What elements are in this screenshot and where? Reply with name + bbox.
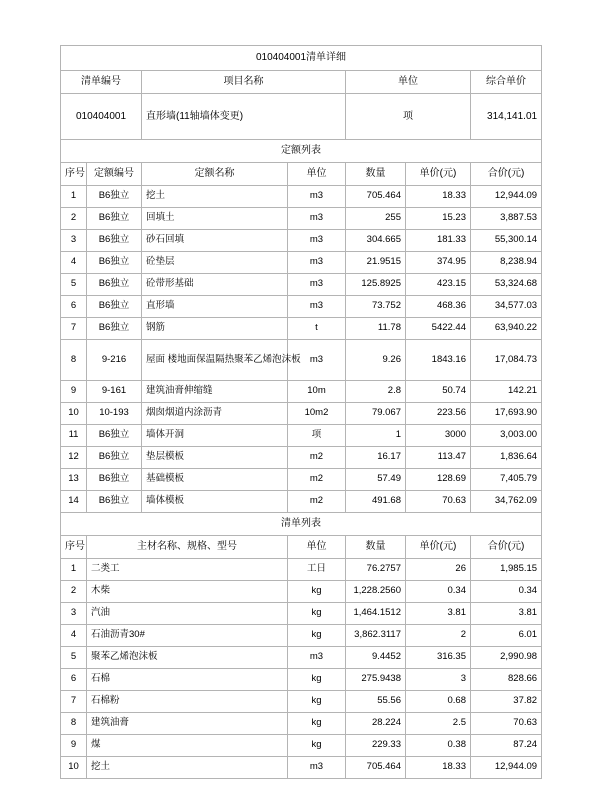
row-seq: 1 [61,559,87,581]
row-price: 374.95 [406,252,471,274]
row-total: 34,577.03 [471,296,542,318]
row-name: 砼带形基础 [142,274,288,296]
row-total: 12,944.09 [471,186,542,208]
row-seq: 10 [61,403,87,425]
row-total: 17,693.90 [471,403,542,425]
table-row [61,447,542,469]
row-total: 55,300.14 [471,230,542,252]
row-seq: 5 [61,274,87,296]
row-price: 113.47 [406,447,471,469]
row-price: 15.23 [406,208,471,230]
row-qty: 9.26 [346,340,406,381]
quota-header-seq: 序号 [61,163,87,186]
row-name: 屋面 楼地面保温隔热聚苯乙烯泡沫板 [142,340,288,381]
row-unit: kg [288,603,346,625]
row-total: 6.01 [471,625,542,647]
row-name: 砂石回填 [142,230,288,252]
row-code: B6独立 [87,491,142,513]
row-price: 2.5 [406,713,471,735]
row-unit: kg [288,625,346,647]
row-total: 53,324.68 [471,274,542,296]
table-row [61,669,542,691]
row-unit: m2 [288,469,346,491]
row-total: 37.82 [471,691,542,713]
row-unit: m3 [288,757,346,779]
row-unit: kg [288,735,346,757]
row-unit: kg [288,691,346,713]
summary-name: 直形墙(11轴墙体变更) [142,94,346,140]
row-price: 3 [406,669,471,691]
material-header-unit: 单位 [288,536,346,559]
row-unit: m3 [288,208,346,230]
row-seq: 2 [61,208,87,230]
summary-header-unit: 单位 [346,71,471,94]
row-total: 17,084.73 [471,340,542,381]
row-name: 煤 [87,735,288,757]
table-row [61,603,542,625]
row-price: 1843.16 [406,340,471,381]
row-qty: 28.224 [346,713,406,735]
row-name: 聚苯乙烯泡沫板 [87,647,288,669]
summary-header-row [61,71,542,94]
row-price: 0.38 [406,735,471,757]
material-header-row [61,536,542,559]
row-seq: 8 [61,340,87,381]
row-qty: 125.8925 [346,274,406,296]
row-price: 223.56 [406,403,471,425]
row-qty: 57.49 [346,469,406,491]
row-code: B6独立 [87,447,142,469]
row-seq: 3 [61,230,87,252]
row-unit: m2 [288,447,346,469]
summary-unit: 项 [346,94,471,140]
row-seq: 7 [61,691,87,713]
summary-code: 010404001 [61,94,142,140]
quota-section-title: 定额列表 [61,140,542,163]
row-unit: 项 [288,425,346,447]
row-name: 砼垫层 [142,252,288,274]
row-seq: 13 [61,469,87,491]
row-code: B6独立 [87,469,142,491]
table-row [61,581,542,603]
row-price: 423.15 [406,274,471,296]
row-code: B6独立 [87,230,142,252]
row-qty: 1,464.1512 [346,603,406,625]
quota-header-total: 合价(元) [471,163,542,186]
row-unit: 10m [288,381,346,403]
row-unit: kg [288,713,346,735]
material-header-total: 合价(元) [471,536,542,559]
row-qty: 11.78 [346,318,406,340]
row-name: 石棉 [87,669,288,691]
row-seq: 1 [61,186,87,208]
row-seq: 10 [61,757,87,779]
table-row [61,691,542,713]
quota-header-price: 单价(元) [406,163,471,186]
summary-header-name: 项目名称 [142,71,346,94]
material-header-name: 主材名称、规格、型号 [87,536,288,559]
table-row [61,340,542,381]
row-total: 1,836.64 [471,447,542,469]
row-unit: m3 [288,252,346,274]
row-qty: 79.067 [346,403,406,425]
row-code: 9-161 [87,381,142,403]
row-qty: 255 [346,208,406,230]
table-row [61,625,542,647]
row-seq: 5 [61,647,87,669]
row-qty: 705.464 [346,186,406,208]
row-unit: m3 [288,230,346,252]
document-title: 010404001清单详细 [61,46,542,71]
table-row [61,274,542,296]
row-total: 1,985.15 [471,559,542,581]
table-row [61,318,542,340]
row-total: 0.34 [471,581,542,603]
row-price: 181.33 [406,230,471,252]
row-price: 316.35 [406,647,471,669]
row-qty: 9.4452 [346,647,406,669]
row-code: B6独立 [87,186,142,208]
material-section-title: 清单列表 [61,513,542,536]
quota-header-name: 定额名称 [142,163,288,186]
row-qty: 2.8 [346,381,406,403]
row-qty: 304.665 [346,230,406,252]
row-unit: 10m2 [288,403,346,425]
row-qty: 491.68 [346,491,406,513]
table-body [61,46,542,779]
row-name: 墙体开洞 [142,425,288,447]
material-header-price: 单价(元) [406,536,471,559]
row-price: 18.33 [406,186,471,208]
row-price: 0.34 [406,581,471,603]
row-total: 70.63 [471,713,542,735]
material-header-seq: 序号 [61,536,87,559]
row-qty: 55.56 [346,691,406,713]
row-price: 128.69 [406,469,471,491]
row-unit: 工日 [288,559,346,581]
row-qty: 705.464 [346,757,406,779]
quota-header-qty: 数量 [346,163,406,186]
row-qty: 73.752 [346,296,406,318]
table-row [61,425,542,447]
quote-detail-table [60,45,542,779]
row-code: B6独立 [87,318,142,340]
row-total: 828.66 [471,669,542,691]
row-qty: 21.9515 [346,252,406,274]
row-total: 34,762.09 [471,491,542,513]
row-code: 10-193 [87,403,142,425]
row-unit: m3 [288,340,346,381]
row-name: 木柴 [87,581,288,603]
material-header-qty: 数量 [346,536,406,559]
row-name: 汽油 [87,603,288,625]
row-code: B6独立 [87,252,142,274]
row-name: 墙体模板 [142,491,288,513]
row-seq: 6 [61,296,87,318]
row-name: 垫层模板 [142,447,288,469]
summary-header-unit-price: 综合单价 [471,71,542,94]
table-row [61,559,542,581]
row-seq: 4 [61,625,87,647]
row-name: 建筑油膏 [87,713,288,735]
row-qty: 3,862.3117 [346,625,406,647]
row-name: 钢筋 [142,318,288,340]
summary-row [61,94,542,140]
table-row [61,647,542,669]
row-seq: 9 [61,381,87,403]
row-name: 挖土 [87,757,288,779]
row-name: 挖土 [142,186,288,208]
row-name: 建筑油膏伸缩缝 [142,381,288,403]
row-total: 87.24 [471,735,542,757]
row-price: 0.68 [406,691,471,713]
row-total: 8,238.94 [471,252,542,274]
table-row [61,296,542,318]
table-row [61,208,542,230]
row-name: 烟囱烟道内涂沥青 [142,403,288,425]
row-unit: m3 [288,296,346,318]
row-name: 二类工 [87,559,288,581]
row-seq: 7 [61,318,87,340]
row-unit: t [288,318,346,340]
row-total: 3,887.53 [471,208,542,230]
table-row [61,735,542,757]
row-name: 回填土 [142,208,288,230]
row-total: 3,003.00 [471,425,542,447]
row-price: 3.81 [406,603,471,625]
quota-header-row [61,163,542,186]
row-price: 5422.44 [406,318,471,340]
quota-header-unit: 单位 [288,163,346,186]
row-seq: 11 [61,425,87,447]
row-total: 3.81 [471,603,542,625]
document-title-row [61,46,542,71]
row-code: 9-216 [87,340,142,381]
row-qty: 1 [346,425,406,447]
table-row [61,252,542,274]
row-seq: 4 [61,252,87,274]
row-total: 63,940.22 [471,318,542,340]
row-price: 468.36 [406,296,471,318]
row-seq: 12 [61,447,87,469]
row-qty: 16.17 [346,447,406,469]
row-name: 石棉粉 [87,691,288,713]
row-unit: m2 [288,491,346,513]
row-total: 2,990.98 [471,647,542,669]
row-price: 3000 [406,425,471,447]
table-row [61,713,542,735]
row-seq: 2 [61,581,87,603]
table-row [61,381,542,403]
table-row [61,469,542,491]
row-unit: m3 [288,274,346,296]
row-code: B6独立 [87,208,142,230]
row-price: 50.74 [406,381,471,403]
row-total: 7,405.79 [471,469,542,491]
summary-unit-price: 314,141.01 [471,94,542,140]
row-unit: m3 [288,186,346,208]
row-name: 石油沥青30# [87,625,288,647]
row-total: 12,944.09 [471,757,542,779]
row-seq: 6 [61,669,87,691]
row-unit: kg [288,669,346,691]
row-name: 直形墙 [142,296,288,318]
summary-header-code: 清单编号 [61,71,142,94]
row-qty: 275.9438 [346,669,406,691]
row-price: 26 [406,559,471,581]
table-row [61,403,542,425]
row-unit: m3 [288,647,346,669]
row-name: 基础模板 [142,469,288,491]
quota-section-title-row [61,140,542,163]
row-code: B6独立 [87,296,142,318]
quota-header-code: 定额编号 [87,163,142,186]
row-price: 18.33 [406,757,471,779]
row-price: 2 [406,625,471,647]
row-qty: 76.2757 [346,559,406,581]
row-qty: 1,228.2560 [346,581,406,603]
table-row [61,230,542,252]
row-seq: 9 [61,735,87,757]
table-row [61,757,542,779]
table-row [61,186,542,208]
row-total: 142.21 [471,381,542,403]
row-unit: kg [288,581,346,603]
row-seq: 3 [61,603,87,625]
row-code: B6独立 [87,274,142,296]
row-code: B6独立 [87,425,142,447]
row-qty: 229.33 [346,735,406,757]
table-row [61,491,542,513]
row-seq: 14 [61,491,87,513]
material-section-title-row [61,513,542,536]
row-price: 70.63 [406,491,471,513]
row-seq: 8 [61,713,87,735]
